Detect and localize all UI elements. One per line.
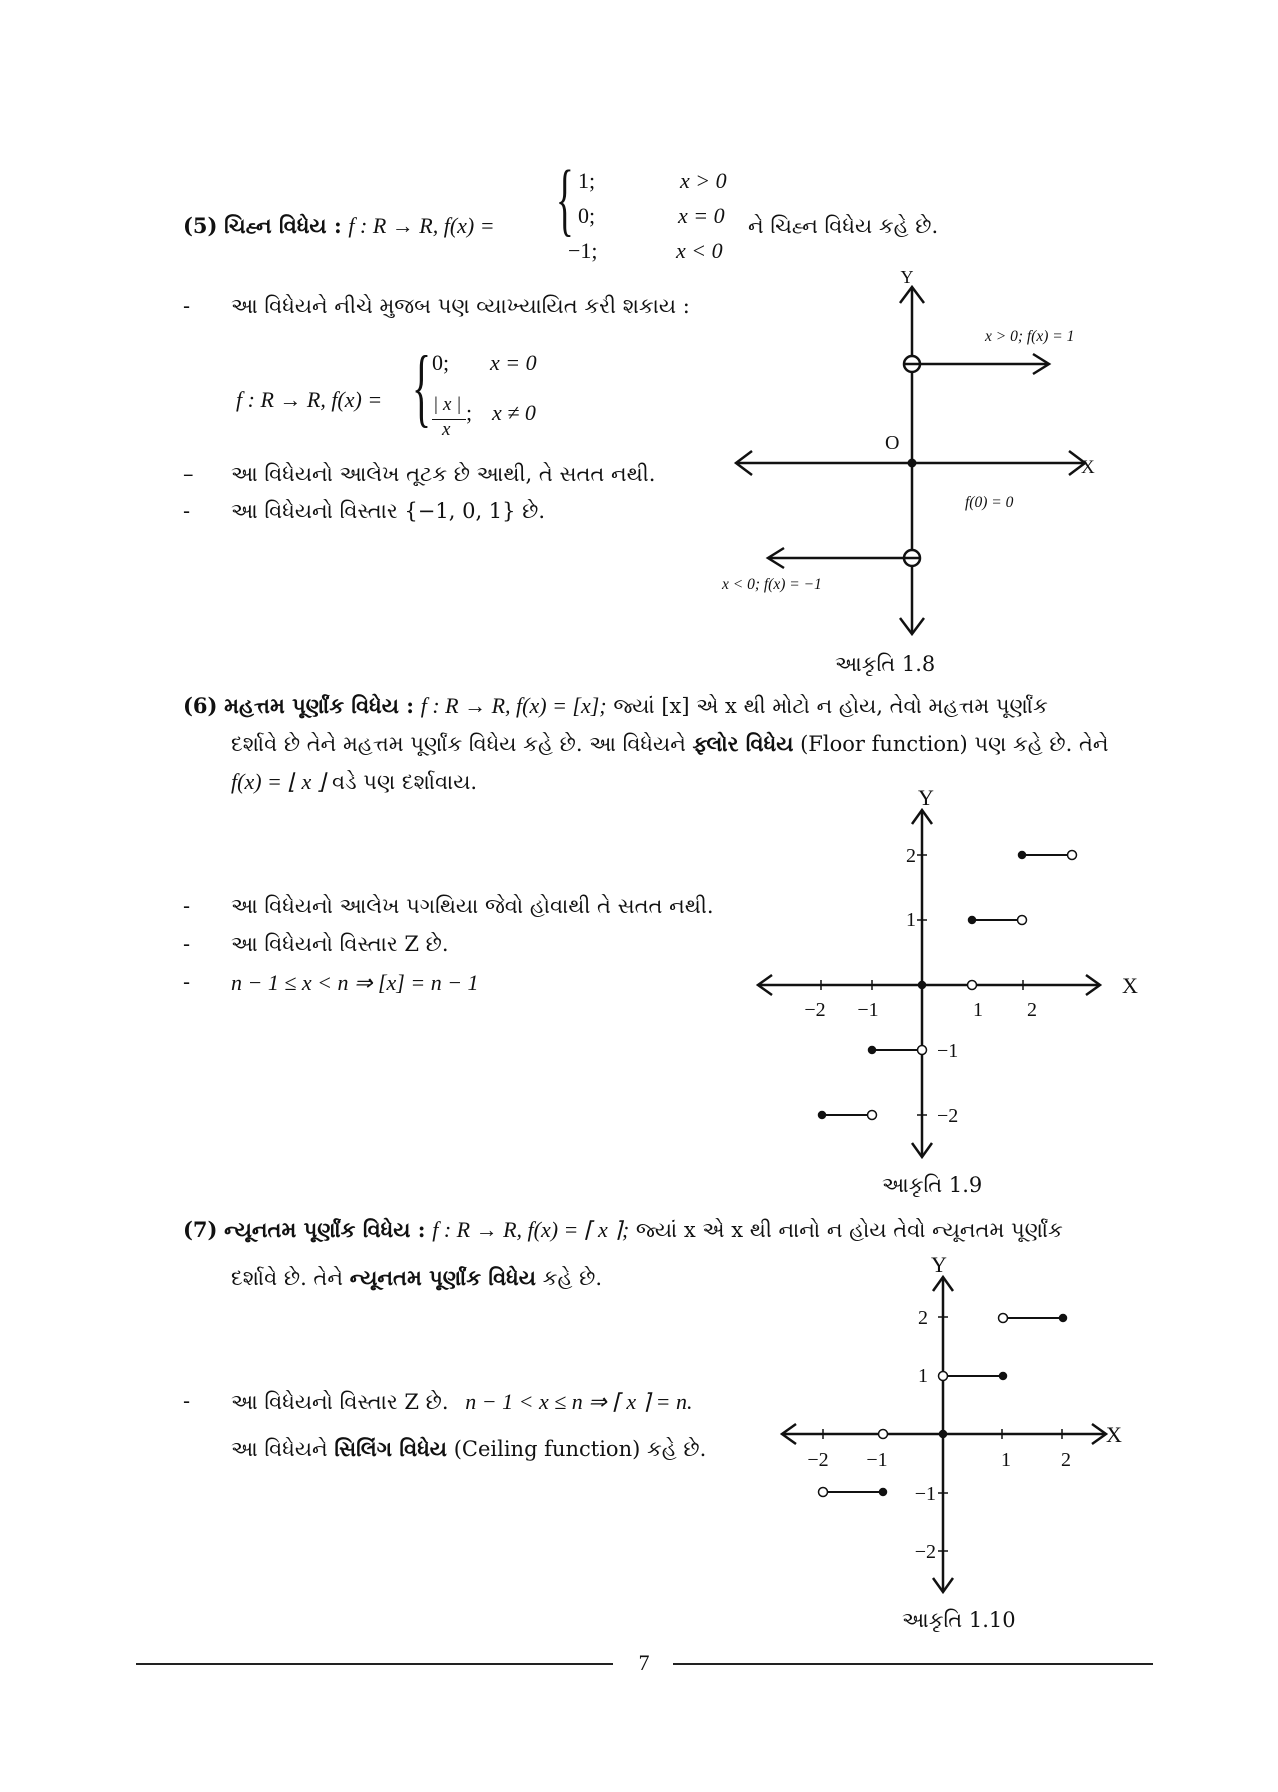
sec7-heading-number: (7) xyxy=(183,1217,218,1242)
sec5-alt-case-2-separator: ; xyxy=(466,400,473,425)
sec5-case-3-condition: x < 0 xyxy=(676,238,723,263)
sec6-floor-notation: f(x) = ⌊ x ⌋ xyxy=(231,769,326,794)
sec7-ceiling-step-closed-point xyxy=(1000,1373,1007,1380)
sec7-x-tick-label: 1 xyxy=(1001,1449,1011,1471)
sec7-line-2-end: કહે છે. xyxy=(542,1266,602,1290)
sec6-x-tick-label: 1 xyxy=(973,999,983,1021)
sec7-definition: f : R → R, f(x) = ⌈ x ⌉; xyxy=(432,1217,630,1242)
sec7-bullet-1-text: આ વિધેયનો વિસ્તાર Z છે. xyxy=(231,1390,449,1414)
sec7-definition-text: જ્યાં x એ x થી નાનો ન હોય તેવો ન્યૂનતમ પૂર્ણાંક xyxy=(635,1218,1063,1242)
sec5-alt-fraction-numerator: | x | xyxy=(433,394,462,415)
sec5-zero-label: f(0) = 0 xyxy=(965,494,1014,511)
sec6-line-3-text: વડે પણ દર્શાવાય. xyxy=(332,770,478,794)
sec6-y-tick-label: −1 xyxy=(937,1040,959,1062)
sec5-figure-caption: આકૃતિ 1.8 xyxy=(835,652,936,676)
sec5-case-2-value: 0; xyxy=(578,203,596,228)
sec5-case-1-condition: x > 0 xyxy=(680,168,727,193)
sec6-x-tick-label: −1 xyxy=(857,999,879,1021)
sec7-figure-caption: આકૃતિ 1.10 xyxy=(902,1608,1016,1632)
bullet-dash: - xyxy=(183,499,191,523)
sec7-ceiling-step-closed-point xyxy=(880,1489,887,1496)
sec5-alt-brace: { xyxy=(412,339,432,436)
bullet-dash: - xyxy=(183,932,191,956)
sec5-alt-case-2-condition: x ≠ 0 xyxy=(492,400,536,425)
sec5-bullet-3: આ વિધેયનો વિસ્તાર {−1, 0, 1} છે. xyxy=(231,499,546,523)
sec7-bullet-1-math: n − 1 < x ≤ n ⇒ ⌈ x ⌉ = n. xyxy=(465,1389,693,1414)
page-number: 7 xyxy=(638,1650,650,1675)
sec6-floor-term: ફ્લોર વિધેય xyxy=(692,731,794,756)
sec5-bullet-1: આ વિધેયને નીચે મુજબ પણ વ્યાખ્યાયિત કરી શકાય : xyxy=(231,294,690,318)
sec7-y-tick-label: 2 xyxy=(918,1307,928,1329)
sec5-alt-definition-lhs: f : R → R, f(x) = xyxy=(236,387,383,412)
bullet-dash: - xyxy=(183,970,191,994)
sec5-cases-brace: { xyxy=(556,153,574,244)
sec6-x-tick-label: 2 xyxy=(1027,999,1037,1021)
sec7-y-tick-label: −2 xyxy=(914,1541,936,1563)
sec6-heading-name: મહત્તમ પૂર્ણાંક વિધેય : xyxy=(224,693,415,718)
sec6-bullet-3: n − 1 ≤ x < n ⇒ [x] = n − 1 xyxy=(231,970,479,995)
sec5-case-3-value: −1; xyxy=(568,238,598,263)
sec5-case-2-condition: x = 0 xyxy=(678,203,725,228)
sec7-ceiling-line-start: આ વિધેયને xyxy=(231,1437,328,1461)
sec7-y-tick-label: −1 xyxy=(914,1483,936,1505)
bullet-long-dash: – xyxy=(183,462,194,486)
sec7-x-tick-label: −1 xyxy=(866,1449,888,1471)
sec6-definition-text: જ્યાં [x] એ x થી મોટો ન હોય, તેવો મહત્તમ પૂર્ણાંક xyxy=(613,694,1048,718)
sec6-bullet-1: આ વિધેયનો આલેખ પગથિયા જેવો હોવાથી તે સતત નથી. xyxy=(231,894,714,918)
sec7-ceiling-step-open-point xyxy=(939,1372,948,1381)
sec5-definition-lhs: f : R → R, f(x) = xyxy=(348,213,495,238)
sec7-ceiling-step-closed-point xyxy=(1060,1315,1067,1322)
sec7-y-axis-label: Y xyxy=(931,1252,947,1277)
bullet-dash: - xyxy=(183,1389,191,1413)
sec7-x-tick-label: 2 xyxy=(1061,1449,1071,1471)
sec5-alt-case-1-condition: x = 0 xyxy=(490,350,537,375)
sec7-origin-dot xyxy=(939,1430,947,1438)
sec5-case-1-value: 1; xyxy=(578,168,596,193)
sec6-y-axis-label: Y xyxy=(918,785,934,810)
sec6-line-2-start: દર્શાવે છે તેને મહત્તમ પૂર્ણાંક વિધેય કહે છે. આ વિધેયને xyxy=(231,732,686,756)
sec7-line-2-start: દર્શાવે છે. તેને xyxy=(231,1266,343,1290)
sec6-definition: f : R → R, f(x) = [x]; xyxy=(420,693,607,718)
sec6-heading-number: (6) xyxy=(183,693,218,718)
sec7-y-tick-label: 1 xyxy=(918,1365,928,1387)
sec5-negative-label: x < 0; f(x) = −1 xyxy=(722,576,822,593)
sec5-heading-name: ચિહ્ન વિધેય : xyxy=(224,213,342,238)
sec6-y-tick-label: −2 xyxy=(937,1105,959,1127)
bullet-dash: - xyxy=(183,294,191,318)
sec7-ceiling-step-open-point xyxy=(879,1430,888,1439)
sec6-y-tick-label: 2 xyxy=(906,845,916,867)
sec7-x-axis-label: X xyxy=(1106,1422,1122,1447)
sec6-x-axis-label: X xyxy=(1122,973,1138,998)
sec6-line-2-end: (Floor function) પણ કહે છે. તેને xyxy=(800,732,1109,756)
sec7-ceiling-term: સિલિંગ વિધેય xyxy=(334,1436,448,1461)
footer-rule-right xyxy=(673,1663,1153,1665)
sec5-x-axis-label: X xyxy=(1081,457,1095,478)
sec5-origin-label: O xyxy=(885,432,900,454)
sec5-heading-number: (5) xyxy=(183,213,218,238)
sec5-definition-tail: ને ચિહ્ન વિધેય કહે છે. xyxy=(748,214,939,238)
sec7-ceiling-line-end: (Ceiling function) કહે છે. xyxy=(453,1437,707,1461)
sec7-x-tick-label: −2 xyxy=(807,1449,829,1471)
sec5-bullet-2: આ વિધેયનો આલેખ તૂટક છે આથી, તે સતત નથી. xyxy=(231,462,656,486)
sec5-alt-fraction-denominator: x xyxy=(442,419,451,440)
sec6-x-tick-label: −2 xyxy=(804,999,826,1021)
sec7-ceiling-step-open-point xyxy=(999,1314,1008,1323)
sec6-figure-caption: આકૃતિ 1.9 xyxy=(882,1173,983,1197)
sec5-alt-case-1-value: 0; xyxy=(432,350,450,375)
sec7-ceiling-term-gu: ન્યૂનતમ પૂર્ણાંક વિધેય xyxy=(349,1265,536,1290)
sec7-ceiling-step-open-point xyxy=(819,1488,828,1497)
sec6-y-tick-label: 1 xyxy=(906,909,916,931)
sec6-bullet-2: આ વિધેયનો વિસ્તાર Z છે. xyxy=(231,932,449,956)
bullet-dash: - xyxy=(183,894,191,918)
sec7-heading-name: ન્યૂનતમ પૂર્ણાંક વિધેય : xyxy=(224,1217,426,1242)
footer-rule-left xyxy=(136,1663,613,1665)
sec5-y-axis-label: Y xyxy=(900,267,914,287)
sec5-positive-label: x > 0; f(x) = 1 xyxy=(985,328,1075,345)
